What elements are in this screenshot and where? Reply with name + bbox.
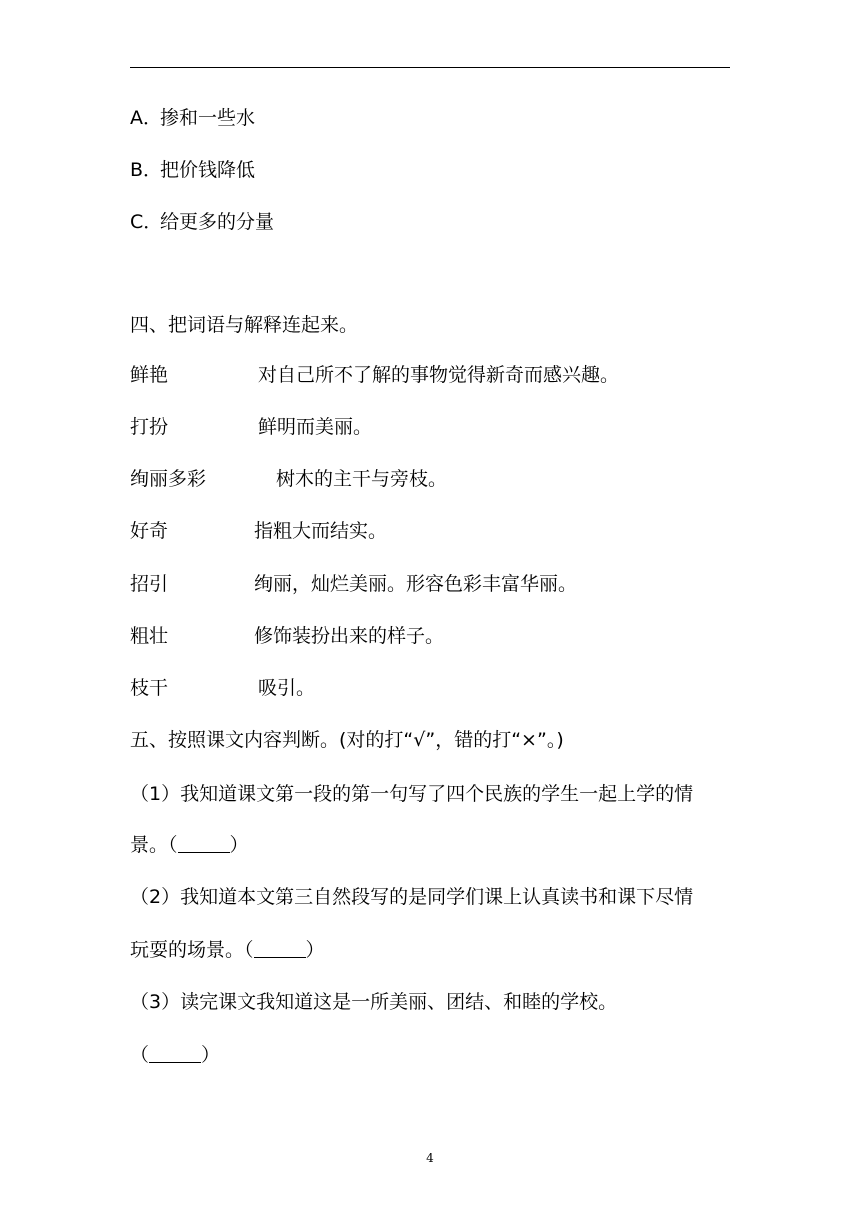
definition-item: 鲜明而美丽。 — [258, 416, 373, 438]
option-letter: B． — [130, 159, 163, 181]
answer-blank-2[interactable] — [254, 939, 306, 958]
option-letter: A． — [130, 107, 162, 129]
question-2-prefix: 玩耍的场景。（ — [130, 939, 254, 961]
definition-item: 树木的主干与旁枝。 — [276, 468, 448, 490]
question-3-prefix: （ — [130, 1044, 150, 1066]
word-item: 绚丽多彩 — [130, 468, 207, 490]
section-5-title: 五、按照课文内容判断。(对的打“√”，错的打“×”。) — [130, 729, 564, 751]
word-item: 招引 — [130, 573, 169, 595]
page-number: 4 — [426, 1151, 434, 1165]
option-b — [130, 158, 255, 182]
close-paren: ） — [229, 834, 249, 856]
answer-blank-3[interactable] — [149, 1044, 201, 1063]
word-item: 鲜艳 — [130, 364, 169, 386]
section-4-title: 四、把词语与解释连起来。 — [130, 314, 359, 336]
option-text: 掺和一些水 — [160, 107, 256, 129]
word-item: 好奇 — [130, 520, 169, 542]
option-c — [130, 210, 274, 234]
header-rule — [130, 67, 730, 68]
definition-item: 修饰装扮出来的样子。 — [254, 625, 445, 647]
question-1-line-1: （1）我知道课文第一段的第一句写了四个民族的学生一起上学的情 — [130, 783, 694, 805]
option-text: 给更多的分量 — [160, 211, 275, 233]
question-1-prefix: 景。（ — [130, 834, 178, 856]
option-a — [130, 106, 255, 130]
question-2-line-2 — [130, 938, 325, 962]
question-3-line-2 — [130, 1043, 220, 1067]
definition-item: 对自己所不了解的事物觉得新奇而感兴趣。 — [258, 364, 620, 386]
close-paren: ） — [201, 1044, 221, 1066]
definition-item: 绚丽，灿烂美丽。形容色彩丰富华丽。 — [254, 573, 578, 595]
word-item: 打扮 — [130, 416, 169, 438]
question-1-line-2 — [130, 833, 249, 857]
definition-item: 吸引。 — [258, 677, 316, 699]
word-item: 粗壮 — [130, 625, 169, 647]
word-item: 枝干 — [130, 677, 169, 699]
question-2-line-1: （2）我知道本文第三自然段写的是同学们课上认真读书和课下尽情 — [130, 886, 694, 908]
definition-item: 指粗大而结实。 — [254, 520, 388, 542]
option-letter: C． — [130, 211, 163, 233]
answer-blank-1[interactable] — [178, 834, 230, 853]
question-3-line-1: （3）读完课文我知道这是一所美丽、团结、和睦的学校。 — [130, 991, 618, 1013]
close-paren: ） — [305, 939, 325, 961]
option-text: 把价钱降低 — [160, 159, 256, 181]
